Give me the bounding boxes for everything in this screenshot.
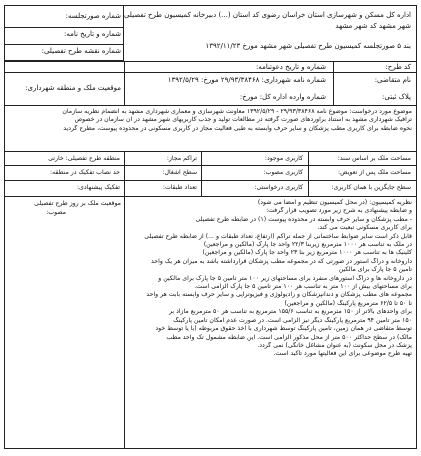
divider [124,151,125,196]
opinion-line: تأمین ۵ جا پارک برای مالکین [338,266,412,274]
opinion-line: برای واحدهای بالاتر از ۱۵۰ مترمربع به تناسب ۱۵۵/۶ مترمربع به تناسب هر ۵۰ مترمربع مازاد بر [168,308,412,316]
plan-position-label: موقعیت ملک بر روز طرح تفصیلی [34,200,121,207]
divider [4,27,124,28]
header-title-line: شهر مشهد کد شهر مشهد [335,22,411,30]
allowed-density-label: تراکم مجاز: [166,155,197,162]
occupancy-label: سطح اشغال: [162,169,197,176]
opinion-line: تا ۵۰ تا ۶۲/۵ مترمربع پارکینگ (مالکین و مراجعین) [284,299,412,307]
file-code-label: کد طرح: [385,63,411,71]
header-title-line: اداره کل مسکن و شهرسازی استان خراسان رضوی کد استان (...) دبیرخانه کمیسیون طرح تفصیلی [123,11,411,19]
opinion-line: قابل ذکر است سایر ضوابط ساختمانی از جمله تراکم (ارتفاع، تعداد طبقات و ...) از ضابطه طرح تفصیلی [144,232,412,240]
requested-use-label: کاربری درخواستی: [254,184,303,191]
commission-opinion [128,199,412,359]
description-line: ترافیک شهرداری مشهد به استناد برآوردهای صورت گرفته در مطالعات تولید و جذب کاربریهای شهر مشهد در آن سازمان در خصوص [74,116,412,124]
divider [4,72,417,73]
plaque-label: پلاک ثبتی: [382,93,411,101]
divider [201,151,202,196]
replacement-area-label: سطح جایگزین با همان کاربری: [331,184,411,191]
divider [124,196,125,449]
proposed-subdivision-label: تفکیک پیشنهادی: [76,184,120,191]
municipality-letter-ref: شماره نامه شهرداری: ۲۹/۹۳/۳۸۴۶۸ مورخ: ۱۳۹۲/۵/۲۹ [167,76,326,84]
incoming-letter-ref: شماره وارده اداره کل: مورخ: [239,93,326,101]
applicant-label: نام متقاضی: [374,76,411,84]
opinion-line: برای کاربری مسکونی تبعیت می کند. [317,224,412,232]
divider [4,180,417,181]
opinion-line: توسط متقاضی در همان زمین، تأمین پارکینگ توسط شهرداری با اخذ حقوق مربوطه (با یا توسط خود [155,325,412,333]
area-after-swap-label: مساحت ملک پس از تعویض: [338,169,411,176]
opinion-line: - مطب پزشکان و سایر حرف وابسته در محدوده پیوست (۱) در ضابطه طرح تفصیلی [195,215,412,223]
divider [4,61,417,62]
meeting-number-label: شماره صورتجلسه: [65,12,121,20]
opinion-line: مجموعه های مطب پزشکان و دندانپزشکان و رادیولوژی و فیزیوتراپی و سایر حرف وابسته بابت هر واحد [146,291,412,299]
letter-number-label: شماره و تاریخ دعوتنامه: [255,63,326,71]
opinion-line: کلینیک ها به تناسب هر ۱۰۰۰ مترمربع زیر بنا ۲۳ واحد جا پارک (مالکین و مراجعین) [202,249,412,257]
floors-label: تعداد طبقات: [162,184,197,191]
divider [4,165,417,166]
divider [4,105,417,106]
description-line: موضوع مورد درخواست: موضوع نامه ۲۹/۹۳/۳۸۴۶۸ - ۱۳۹۲/۵/۲۹ معاونت شهرسازی و معماری شهرداری مشهد به انضمام نظریه سازمان [62,108,412,115]
opinion-line: در داروخانه ها و دراگ استورهای منفرد برای مساحتهای زیر ۱۰۰ متر تأمین ۵ جا پارک برای مالکین و [158,274,412,282]
opinion-line: نظریه کمیسیون: (در محل کمیسیون تنظیم و امضا می شود) [257,199,412,206]
opinion-line: پزشک در محل سکونت (به عنوان مشاغل خانگی) نمی گردد. [257,341,412,349]
divider [333,61,334,105]
opinion-line: و ضابطه پیشنهادی به شرح زیر مورد تصویب قرار گرفت: [266,207,412,215]
approved-label: مصوب: [46,209,66,216]
opinion-line: مالک) در سطح حداکثر ۵۰۰ متر از محل مذکور الزامی است. این ضابطه مشمول تک واحد مطب [166,333,412,341]
divider [124,61,125,105]
approved-use-label: کاربری مصوب: [263,169,303,176]
opinion-line: در ملک به تناسب هر ۱۰۰۰ مترمربع زیربنا ۲۲/۳ واحد جا پارک (مالکین و مراجعین) [203,241,412,249]
opinion-line: داروخانه و دراگ استور در صورتی که در مجموعه مطب پزشکان قرارداشته باشد به میزان هر یک واحد [151,257,412,265]
description-line: نحوه ضابطه برای کاربری مطب پزشکان و سایر حرف وابسته به طبی فعالیت مجاز در کاربری مسکونی در محدوده پیوست، مطرح گردید [63,124,412,132]
deed-area-label: مساحت ملک بر اساس سند: [337,155,411,162]
location-label: موقعیت ملک و منطقه شهرداری: [25,84,121,92]
header-title-line: بند ۵ صورتجلسه کمیسیون طرح تفصیلی شهر مشهد مورخ ۱۳۹۲/۱۱/۲۳ [205,42,411,50]
divider [4,196,417,197]
request-description [10,108,412,133]
divider [4,151,417,152]
plan-map-label: شماره نقشه طرح تفصیلی: [41,47,121,55]
meeting-date-label: شماره و تاریخ نامه: [63,30,121,38]
subdivision-min-label: حد نصاب تفکیک در منطقه: [50,169,120,176]
plan-zone-label: منطقه طرح تفصیلی: خارتی [48,155,120,162]
divider [308,151,309,196]
existing-use-label: کاربری موجود: [264,155,303,162]
opinion-line: تهیه طرح موضوعی برای این فعالیتها مورد تاکید است. [273,350,412,358]
opinion-line: ۱۵۰ متر تأمین ۹۴ مترمربع پارکینگ دیگر نیز الزامی است. در صورت عدم امکان تأمین پارکینگ [173,316,412,324]
opinion-line: برای مساحتهای بیش از ۱۰۰ متر به تناسب هر ۱۰۰ متر تأمین ۵ جا پارک الزامی است. [194,283,412,291]
divider [4,44,124,45]
